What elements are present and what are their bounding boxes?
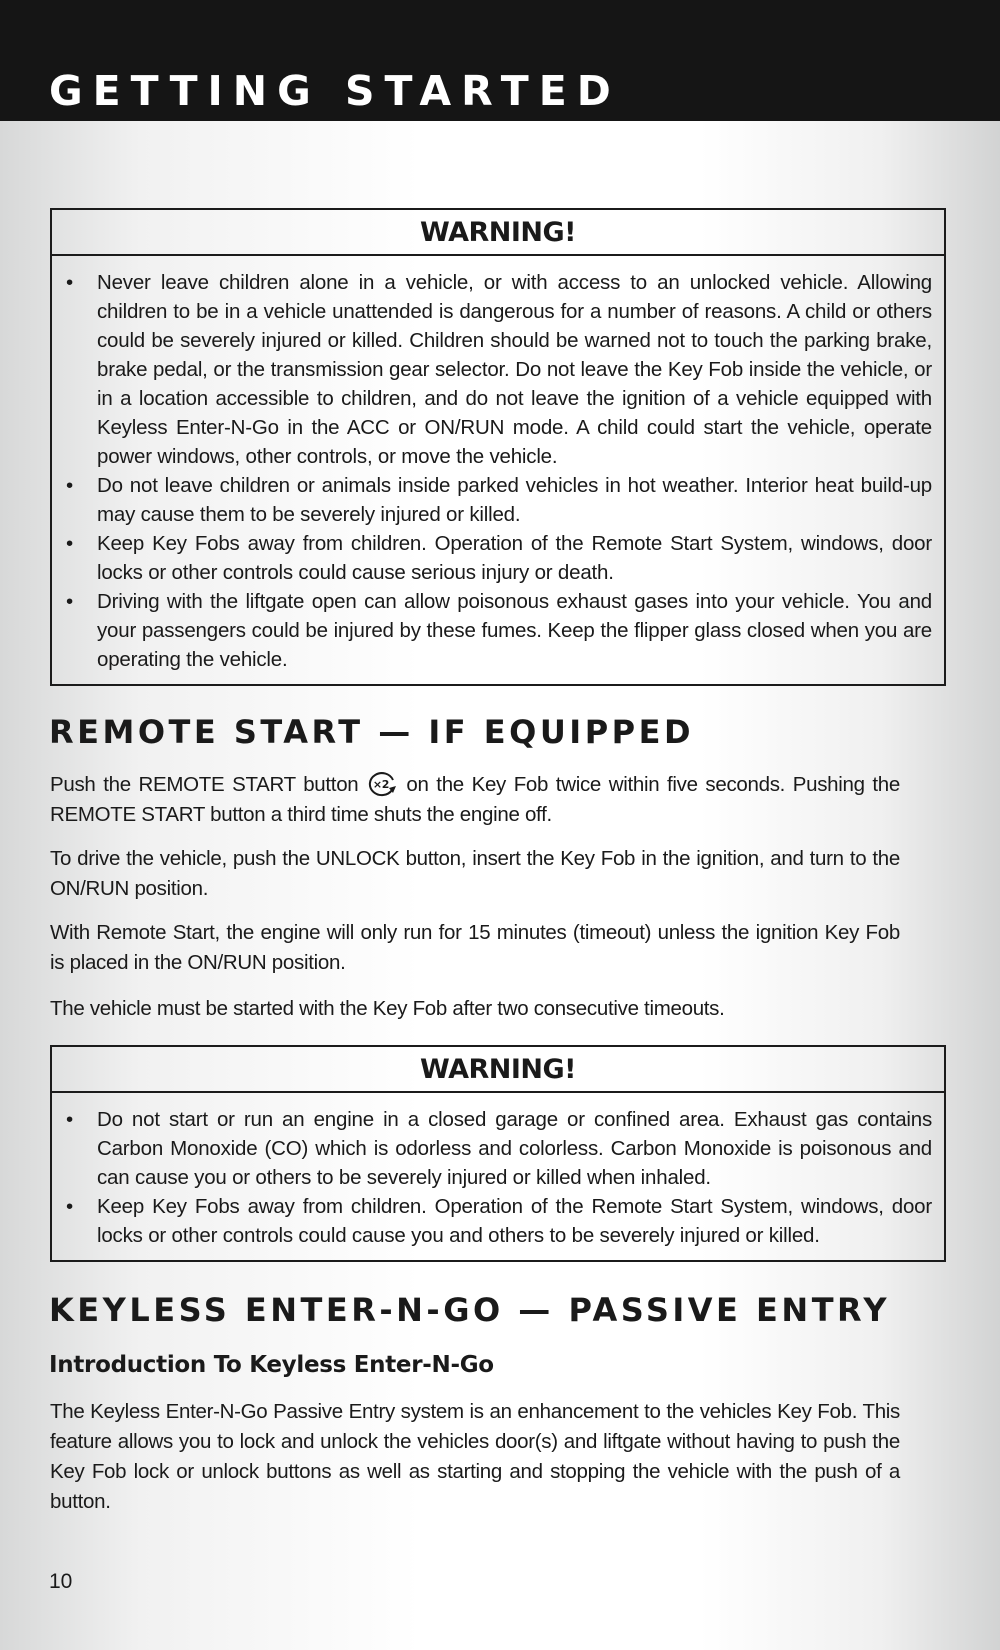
warning-title: WARNING! <box>52 1047 944 1093</box>
keyless-heading: KEYLESS ENTER-N-GO — PASSIVE ENTRY <box>49 1291 891 1329</box>
warning-item <box>64 529 932 587</box>
remote-start-paragraph-3: With Remote Start, the engine will only run for 15 minutes (timeout) unless the ignition Key Fob is placed in the ON/RUN position. <box>50 921 900 974</box>
warning-list <box>52 1093 944 1260</box>
warning-box-children <box>50 208 946 686</box>
warning-title: WARNING! <box>52 210 944 256</box>
bullet-icon: • <box>66 532 73 555</box>
bullet-icon: • <box>66 1108 73 1131</box>
remote-start-text-before-icon: Push the REMOTE START button <box>50 773 359 796</box>
remote-start-paragraph-4: The vehicle must be started with the Key Fob after two consecutive timeouts. <box>50 997 725 1020</box>
remote-start-text-after-icon: on the Key Fob twice within five seconds. Pushing the REMOTE START button a third time shuts the engine off. <box>50 773 900 826</box>
warning-item-text: Do not leave children or animals inside parked vehicles in hot weather. Interior heat build-up may cause them to be severely injured or killed. <box>97 474 932 526</box>
remote-start-paragraph-2: To drive the vehicle, push the UNLOCK button, insert the Key Fob in the ignition, and turn to the ON/RUN position. <box>50 847 900 900</box>
bullet-icon: • <box>66 1195 73 1218</box>
page-title: GETTING STARTED <box>49 67 621 115</box>
bullet-icon: • <box>66 271 73 294</box>
warning-item <box>64 587 932 674</box>
warning-list <box>52 256 944 684</box>
keyless-subheading: Introduction To Keyless Enter-N-Go <box>49 1352 494 1378</box>
warning-box-carbon-monoxide <box>50 1045 946 1262</box>
header-bar <box>0 0 1000 121</box>
warning-item <box>64 268 932 471</box>
warning-item-text: Driving with the liftgate open can allow poisonous exhaust gases into your vehicle. You and your passengers could be injured by these fumes. Keep the flipper glass closed when you are operating the vehicle. <box>97 590 932 671</box>
bullet-icon: • <box>66 474 73 497</box>
warning-item <box>64 471 932 529</box>
warning-item-text: Never leave children alone in a vehicle, or with access to an unlocked vehicle. Allowing children to be in a vehicle unattended is dangerous for a number of reasons. A child or others could be severely injured or killed. Children should be warned not to touch the parking brake, brake pedal, or the transmission gear selector. Do not leave the Key Fob inside the vehicle, or in a location accessible to children, and do not leave the ignition of a vehicle equipped with Keyless Enter-N-Go in the ACC or ON/RUN mode. A child could start the vehicle, operate power windows, other controls, or move the vehicle. <box>97 271 932 468</box>
remote-start-paragraph-1 <box>50 770 900 830</box>
bullet-icon: • <box>66 590 73 613</box>
keyless-paragraph-1: The Keyless Enter-N-Go Passive Entry system is an enhancement to the vehicles Key Fob. This feature allows you to lock and unlock the vehicles door(s) and liftgate without having to push the Key Fob lock or unlock buttons as well as starting and stopping the vehicle with the push of a button. <box>50 1400 900 1513</box>
remote-start-icon-label: ×2 <box>373 777 390 791</box>
warning-item-text: Keep Key Fobs away from children. Operation of the Remote Start System, windows, door locks or other controls could cause serious injury or death. <box>97 532 932 584</box>
warning-item-text: Keep Key Fobs away from children. Operation of the Remote Start System, windows, door locks or other controls could cause you and others to be severely injured or killed. <box>97 1195 932 1247</box>
warning-item-text: Do not start or run an engine in a closed garage or confined area. Exhaust gas contains Carbon Monoxide (CO) which is odorless and colorless. Carbon Monoxide is poisonous and can cause you or others to be severely injured or killed when inhaled. <box>97 1108 932 1189</box>
remote-start-heading: REMOTE START — IF EQUIPPED <box>49 713 695 751</box>
remote-start-icon <box>366 771 398 797</box>
warning-item <box>64 1105 932 1192</box>
page-number: 10 <box>49 1570 73 1593</box>
warning-item <box>64 1192 932 1250</box>
